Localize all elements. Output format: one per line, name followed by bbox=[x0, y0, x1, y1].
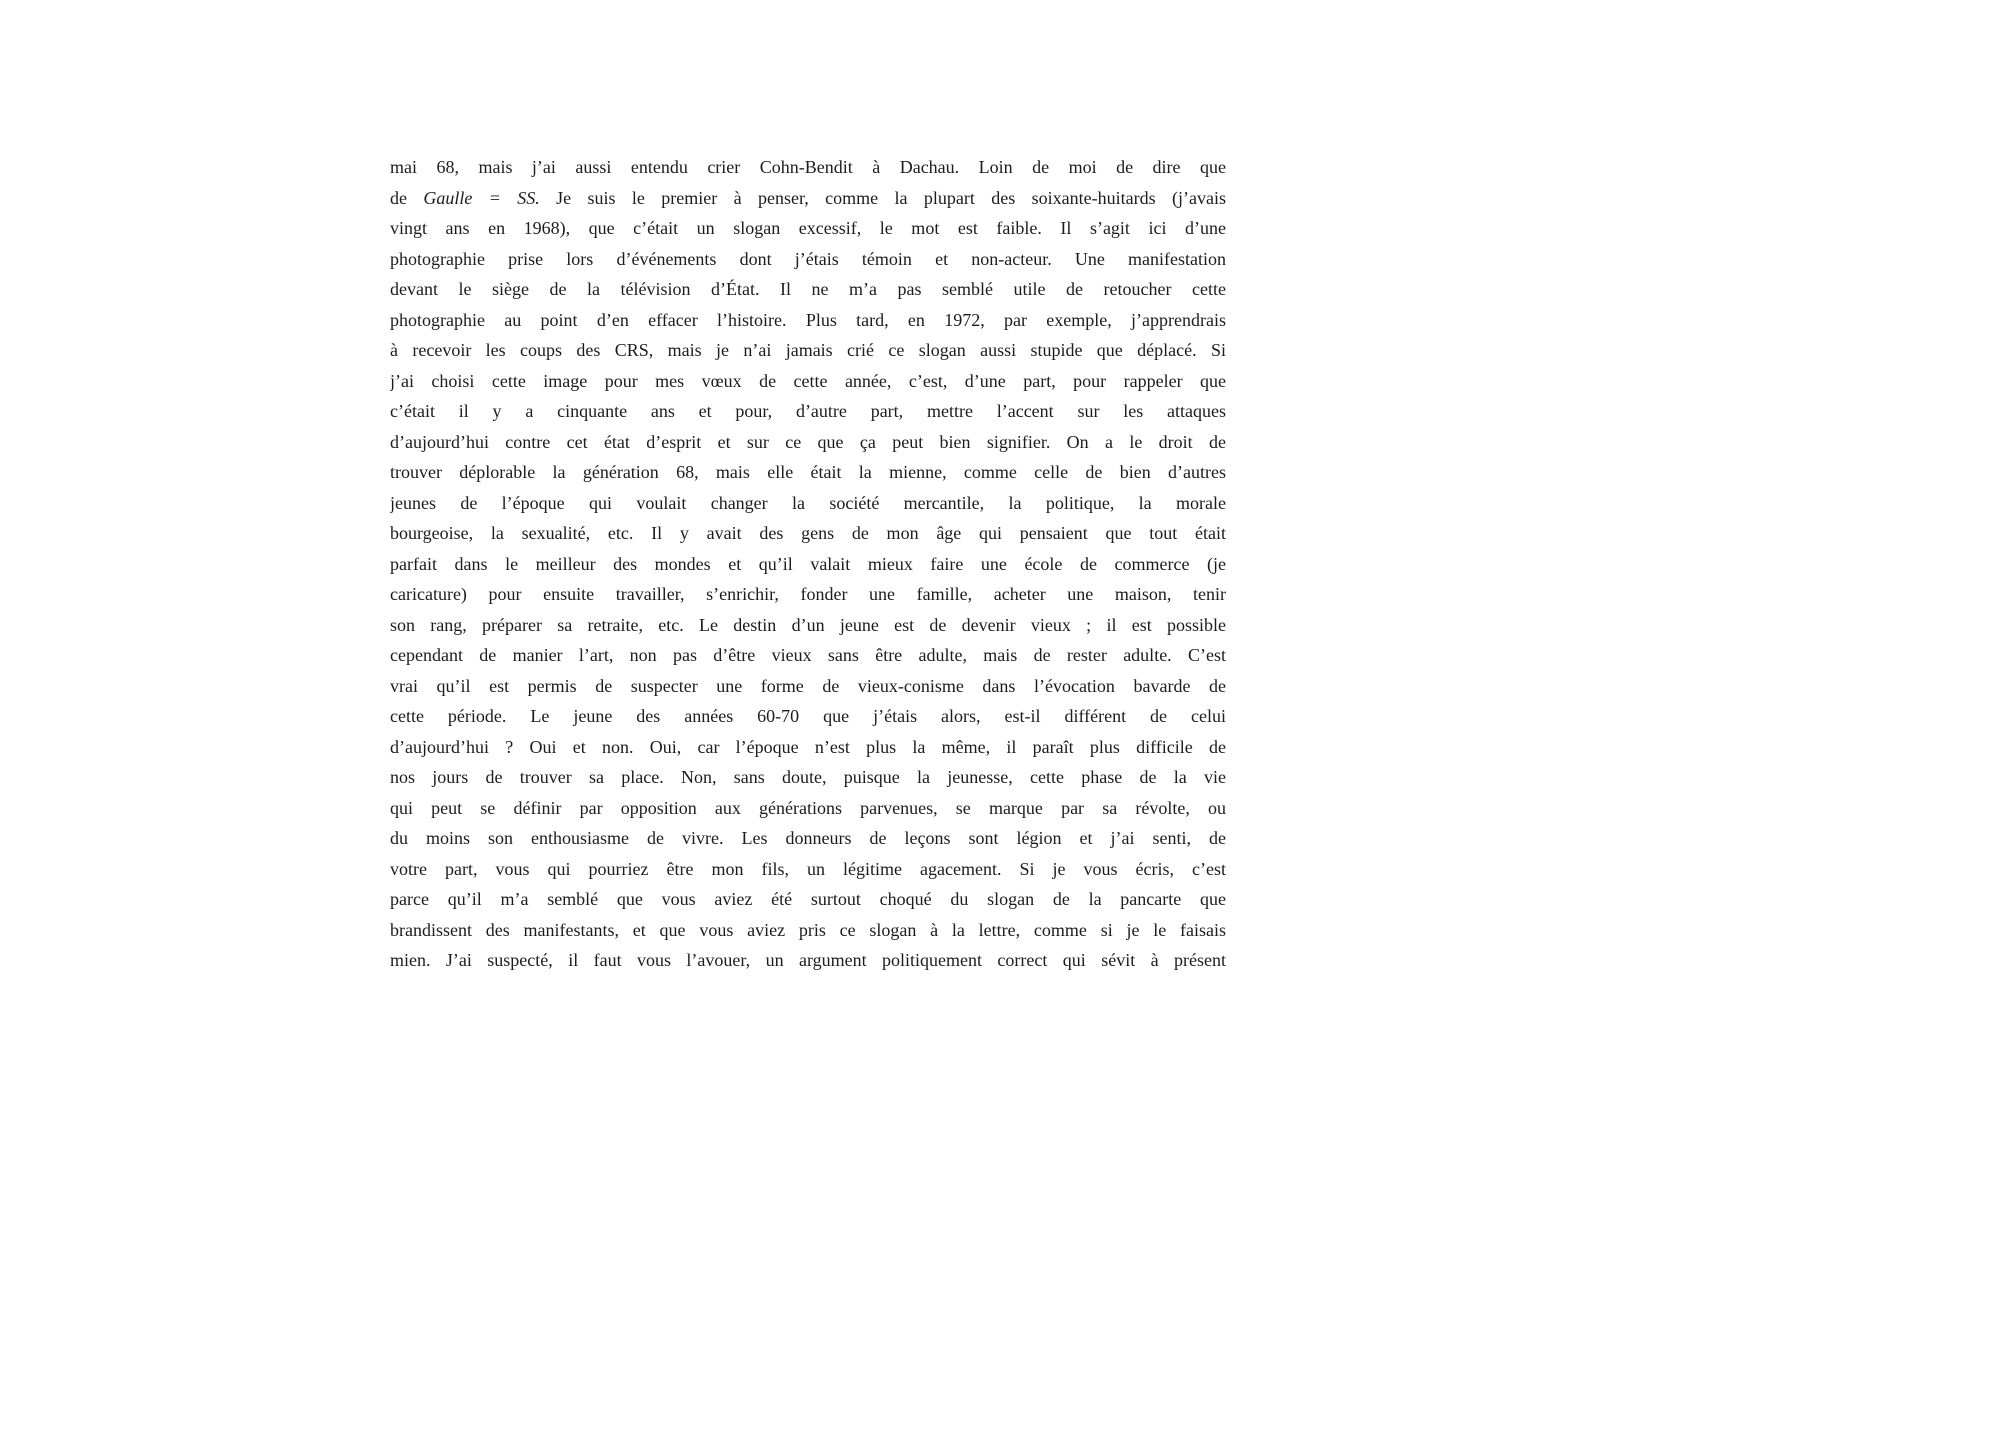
text-line: parce qu’il m’a semblé que vous aviez été surtout choqué du slogan de la pancarte que bbox=[390, 889, 1226, 909]
italic-text-run: Gaulle = SS. bbox=[423, 187, 540, 208]
text-line: brandissent des manifestants, et que vous aviez pris ce slogan à la lettre, comme si je le faisais bbox=[390, 919, 1226, 940]
text-line: jeunes de l’époque qui voulait changer la société mercantile, la politique, la morale bbox=[390, 492, 1226, 513]
text-run: de bbox=[390, 187, 424, 208]
text-line: j’ai choisi cette image pour mes vœux de cette année, c’est, d’une part, pour rappeler que bbox=[390, 370, 1226, 391]
text-line: son rang, préparer sa retraite, etc. Le destin d’un jeune est de devenir vieux ; il est possible bbox=[390, 614, 1226, 635]
text-line: vingt ans en 1968), que c’était un slogan excessif, le mot est faible. Il s’agit ici d’une bbox=[390, 218, 1226, 238]
text-line: à recevoir les coups des CRS, mais je n’ai jamais crié ce slogan aussi stupide que déplacé. Si bbox=[390, 340, 1226, 360]
letter-paragraph bbox=[390, 152, 1226, 976]
text-line-gaulle-ss bbox=[390, 183, 1226, 214]
text-line: cette période. Le jeune des années 60-70 que j’étais alors, est-il différent de celui bbox=[390, 706, 1226, 726]
text-line: photographie au point d’en effacer l’histoire. Plus tard, en 1972, par exemple, j’apprendrais bbox=[390, 309, 1226, 330]
text-line: d’aujourd’hui contre cet état d’esprit et sur ce que ça peut bien signifier. On a le droit de bbox=[390, 431, 1226, 452]
text-line: cependant de manier l’art, non pas d’être vieux sans être adulte, mais de rester adulte. C’est bbox=[390, 645, 1226, 665]
text-run: Je suis le premier à penser, comme la plupart des soixante-huitards (j’avais bbox=[539, 187, 1226, 208]
text-line: vrai qu’il est permis de suspecter une forme de vieux-conisme dans l’évocation bavarde de bbox=[390, 675, 1226, 696]
text-line: bourgeoise, la sexualité, etc. Il y avait des gens de mon âge qui pensaient que tout était bbox=[390, 523, 1226, 543]
text-line: trouver déplorable la génération 68, mais elle était la mienne, comme celle de bien d’autres bbox=[390, 462, 1226, 482]
text-line: d’aujourd’hui ? Oui et non. Oui, car l’époque n’est plus la même, il paraît plus difficile de bbox=[390, 736, 1226, 757]
text-line: nos jours de trouver sa place. Non, sans doute, puisque la jeunesse, cette phase de la vie bbox=[390, 767, 1226, 787]
text-line: votre part, vous qui pourriez être mon fils, un légitime agacement. Si je vous écris, c’est bbox=[390, 858, 1226, 879]
text-line: caricature) pour ensuite travailler, s’enrichir, fonder une famille, acheter une maison, tenir bbox=[390, 584, 1226, 604]
text-line: mien. J’ai suspecté, il faut vous l’avouer, un argument politiquement correct qui sévit à présent bbox=[390, 950, 1226, 970]
text-line: du moins son enthousiasme de vivre. Les donneurs de leçons sont légion et j’ai senti, de bbox=[390, 828, 1226, 848]
text-line: photographie prise lors d’événements dont j’étais témoin et non-acteur. Une manifestation bbox=[390, 248, 1226, 269]
text-line: devant le siège de la télévision d’État. Il ne m’a pas semblé utile de retoucher cette bbox=[390, 279, 1226, 299]
text-line: parfait dans le meilleur des mondes et qu’il valait mieux faire une école de commerce (je bbox=[390, 553, 1226, 574]
text-line: c’était il y a cinquante ans et pour, d’autre part, mettre l’accent sur les attaques bbox=[390, 401, 1226, 421]
text-line: mai 68, mais j’ai aussi entendu crier Cohn-Bendit à Dachau. Loin de moi de dire que bbox=[390, 157, 1226, 177]
text-line: qui peut se définir par opposition aux générations parvenues, se marque par sa révolte, ou bbox=[390, 797, 1226, 818]
